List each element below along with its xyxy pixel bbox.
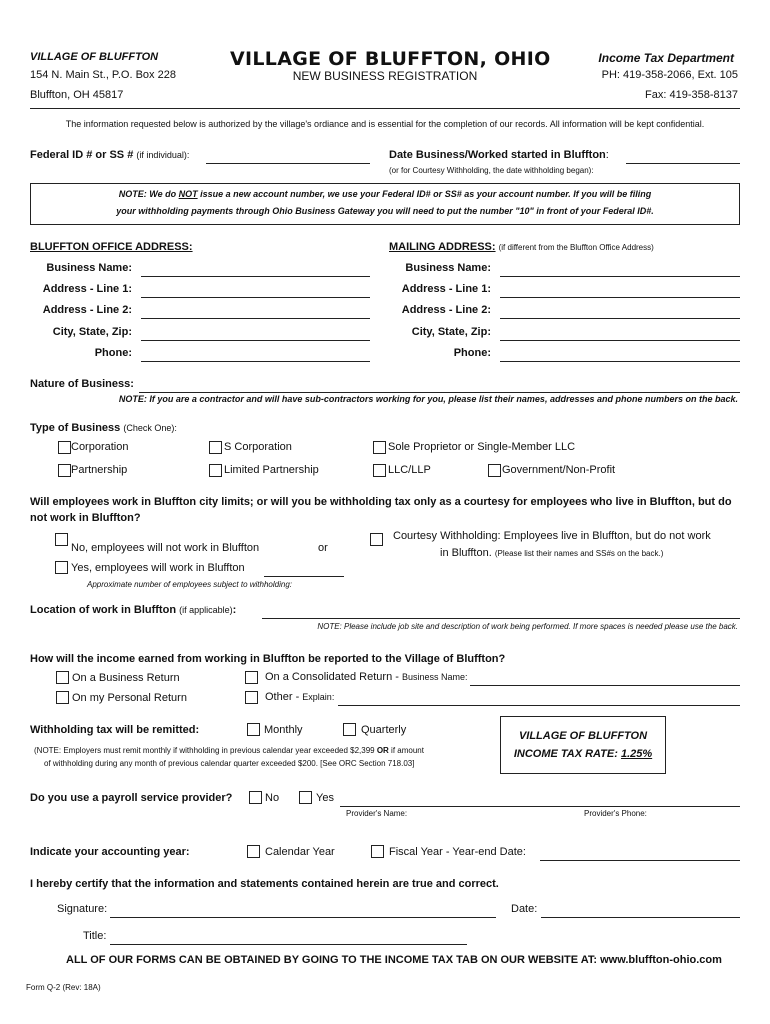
personal-return-label: On my Personal Return xyxy=(72,692,187,704)
courtesy-withholding-label: Courtesy Withholding: Employees live in Bluffton, but do not work xyxy=(393,530,711,542)
office-address-heading: BLUFFTON OFFICE ADDRESS: xyxy=(30,241,193,253)
sole-proprietor-label: Sole Proprietor or Single-Member LLC xyxy=(388,441,576,453)
quarterly-label: Quarterly xyxy=(361,724,407,736)
confidentiality-note: The information requested below is authorized by the village's ordiance and is essential for the completion of our records. All information will be kept confidential. xyxy=(65,119,705,129)
office-address2-field[interactable] xyxy=(141,318,370,319)
mailing-address-heading: MAILING ADDRESS: (if different from the Bluffton Office Address) xyxy=(389,241,654,253)
employees-yes-label: Yes, employees will work in Bluffton xyxy=(71,562,245,574)
tax-rate-box xyxy=(500,716,666,774)
department-phone: PH: 419-358-2066, Ext. 105 xyxy=(601,69,738,81)
date-started-field[interactable] xyxy=(626,163,740,164)
business-return-label: On a Business Return xyxy=(72,672,180,684)
org-address-line2: Bluffton, OH 45817 xyxy=(30,89,124,101)
account-note-line1: NOTE: We do NOT issue a new account number, we use your Federal ID# or SS# as your account number. If you will be filing xyxy=(118,189,652,199)
office-city-label: City, State, Zip: xyxy=(52,326,132,338)
department-fax: Fax: 419-358-8137 xyxy=(645,89,738,101)
llc-llp-checkbox[interactable] xyxy=(373,464,386,477)
tax-rate-village: VILLAGE OF BLUFFTON xyxy=(518,730,648,742)
other-explain-field[interactable] xyxy=(338,705,740,706)
employees-yes-checkbox[interactable] xyxy=(55,561,68,574)
signature-date-field[interactable] xyxy=(541,917,740,918)
mailing-phone-field[interactable] xyxy=(500,361,740,362)
quarterly-checkbox[interactable] xyxy=(343,723,356,736)
employees-no-label: No, employees will not work in Bluffton xyxy=(71,542,260,554)
employee-count-field[interactable] xyxy=(264,576,344,577)
personal-return-checkbox[interactable] xyxy=(56,691,69,704)
mailing-address1-label: Address - Line 1: xyxy=(401,283,491,295)
mailing-address2-field[interactable] xyxy=(500,318,740,319)
partnership-checkbox[interactable] xyxy=(58,464,71,477)
other-return-label: Other - Explain: xyxy=(265,691,335,703)
date-started-note: (or for Courtesy Withholding, the date withholding began): xyxy=(389,166,594,175)
federal-id-field[interactable] xyxy=(206,163,370,164)
calendar-year-label: Calendar Year xyxy=(265,846,335,858)
account-number-note-box xyxy=(30,183,740,225)
courtesy-withholding-checkbox[interactable] xyxy=(370,533,383,546)
work-location-field[interactable] xyxy=(262,618,740,619)
form-id: Form Q-2 (Rev: 18A) xyxy=(26,983,101,992)
federal-id-label: Federal ID # or SS # (if individual): xyxy=(30,149,190,161)
office-address1-label: Address - Line 1: xyxy=(42,283,132,295)
mailing-address2-label: Address - Line 2: xyxy=(401,304,491,316)
mailing-address1-field[interactable] xyxy=(500,297,740,298)
business-type-label: Type of Business (Check One): xyxy=(30,422,177,434)
form-subtitle: NEW BUSINESS REGISTRATION xyxy=(292,69,478,83)
title-field[interactable] xyxy=(110,944,467,945)
corporation-checkbox[interactable] xyxy=(58,441,71,454)
payroll-no-checkbox[interactable] xyxy=(249,791,262,804)
payroll-yes-checkbox[interactable] xyxy=(299,791,312,804)
work-location-label: Location of work in Bluffton (if applicable): xyxy=(30,604,237,616)
s-corporation-checkbox[interactable] xyxy=(209,441,222,454)
work-location-note: NOTE: Please include job site and description of work being performed. If more spaces is needed please use the back. xyxy=(317,622,738,631)
employees-question-line2: not work in Bluffton? xyxy=(30,512,141,524)
title-label: Title: xyxy=(83,930,107,942)
department-name: Income Tax Department xyxy=(598,51,734,65)
calendar-year-checkbox[interactable] xyxy=(247,845,260,858)
nature-of-business-label: Nature of Business: xyxy=(30,378,134,390)
office-address2-label: Address - Line 2: xyxy=(42,304,132,316)
provider-phone-label: Provider's Phone: xyxy=(584,809,647,818)
payroll-question: Do you use a payroll service provider? xyxy=(30,792,233,804)
website-notice: ALL OF OUR FORMS CAN BE OBTAINED BY GOING TO THE INCOME TAX TAB ON OUR WEBSITE AT: www.bluffton-ohio.com xyxy=(66,954,722,966)
org-name: VILLAGE OF BLUFFTON xyxy=(30,51,159,63)
mailing-business-name-label: Business Name: xyxy=(405,262,491,274)
account-note-line2: your withholding payments through Ohio Business Gateway you will need to put the number "10" in front of your Federal ID#. xyxy=(116,206,654,216)
form-title: VILLAGE OF BLUFFTON, OHIO xyxy=(230,48,551,70)
llc-llp-label: LLC/LLP xyxy=(388,464,431,476)
government-nonprofit-checkbox[interactable] xyxy=(488,464,501,477)
corporation-label: Corporation xyxy=(71,441,129,453)
fiscal-year-checkbox[interactable] xyxy=(371,845,384,858)
withholding-note-line1: (NOTE: Employers must remit monthly if withholding in previous calendar year exceeded $2,399 OR if amount xyxy=(34,746,424,755)
contractor-note: NOTE: If you are a contractor and will have sub-contractors working for you, please list their names, addresses and phone numbers on the back. xyxy=(118,394,738,404)
employee-count-label: Approximate number of employees subject to withholding: xyxy=(87,580,292,589)
limited-partnership-label: Limited Partnership xyxy=(224,464,319,476)
consolidated-return-label: On a Consolidated Return - Business Name: xyxy=(265,671,468,683)
signature-label: Signature: xyxy=(57,903,108,915)
office-address1-field[interactable] xyxy=(141,297,370,298)
office-phone-field[interactable] xyxy=(141,361,370,362)
fiscal-year-label: Fiscal Year - Year-end Date: xyxy=(389,846,526,858)
withholding-note-line2: of withholding during any month of previous calendar quarter exceeded $200. [See ORC Section 718.03] xyxy=(44,759,415,768)
accounting-year-label: Indicate your accounting year: xyxy=(30,846,190,858)
office-business-name-field[interactable] xyxy=(141,276,370,277)
limited-partnership-checkbox[interactable] xyxy=(209,464,222,477)
payroll-no-label: No xyxy=(265,792,280,804)
employees-question-line1: Will employees work in Bluffton city limits; or will you be withholding tax only as a courtesy for employees who live in Bluffton, but do xyxy=(30,496,732,508)
mailing-city-field[interactable] xyxy=(500,340,740,341)
employees-or-label: or xyxy=(318,542,328,554)
org-address-line1: 154 N. Main St., P.O. Box 228 xyxy=(30,69,176,81)
withholding-remit-label: Withholding tax will be remitted: xyxy=(30,724,200,736)
mailing-city-label: City, State, Zip: xyxy=(411,326,491,338)
tax-rate-value: 1.25% xyxy=(620,748,653,760)
partnership-label: Partnership xyxy=(71,464,128,476)
provider-name-label: Provider's Name: xyxy=(346,809,408,818)
nature-of-business-field[interactable] xyxy=(139,392,740,393)
consolidated-return-checkbox[interactable] xyxy=(245,671,258,684)
header-divider xyxy=(30,108,740,109)
office-phone-label: Phone: xyxy=(94,347,132,359)
date-started-label: Date Business/Worked started in Bluffton: xyxy=(389,149,609,161)
office-business-name-label: Business Name: xyxy=(46,262,132,274)
office-city-field[interactable] xyxy=(141,340,370,341)
provider-field[interactable] xyxy=(340,806,740,807)
sole-proprietor-checkbox[interactable] xyxy=(373,441,386,454)
signature-field[interactable] xyxy=(110,917,496,918)
consolidated-business-name-field[interactable] xyxy=(470,685,740,686)
s-corporation-label: S Corporation xyxy=(224,441,292,453)
monthly-checkbox[interactable] xyxy=(247,723,260,736)
certification-statement: I hereby certify that the information and statements contained herein are true and correct. xyxy=(30,878,499,890)
income-report-question: How will the income earned from working in Bluffton be reported to the Village of Bluffton? xyxy=(30,653,506,665)
other-return-checkbox[interactable] xyxy=(245,691,258,704)
monthly-label: Monthly xyxy=(264,724,303,736)
fiscal-year-end-field[interactable] xyxy=(540,860,740,861)
employees-no-checkbox[interactable] xyxy=(55,533,68,546)
government-nonprofit-label: Government/Non-Profit xyxy=(502,464,616,476)
tax-rate-line: INCOME TAX RATE: 1.25% xyxy=(513,748,653,760)
business-return-checkbox[interactable] xyxy=(56,671,69,684)
courtesy-withholding-label-line2: in Bluffton. (Please list their names and SS#s on the back.) xyxy=(440,547,664,559)
signature-date-label: Date: xyxy=(511,903,538,915)
payroll-yes-label: Yes xyxy=(316,792,334,804)
mailing-business-name-field[interactable] xyxy=(500,276,740,277)
mailing-phone-label: Phone: xyxy=(453,347,491,359)
